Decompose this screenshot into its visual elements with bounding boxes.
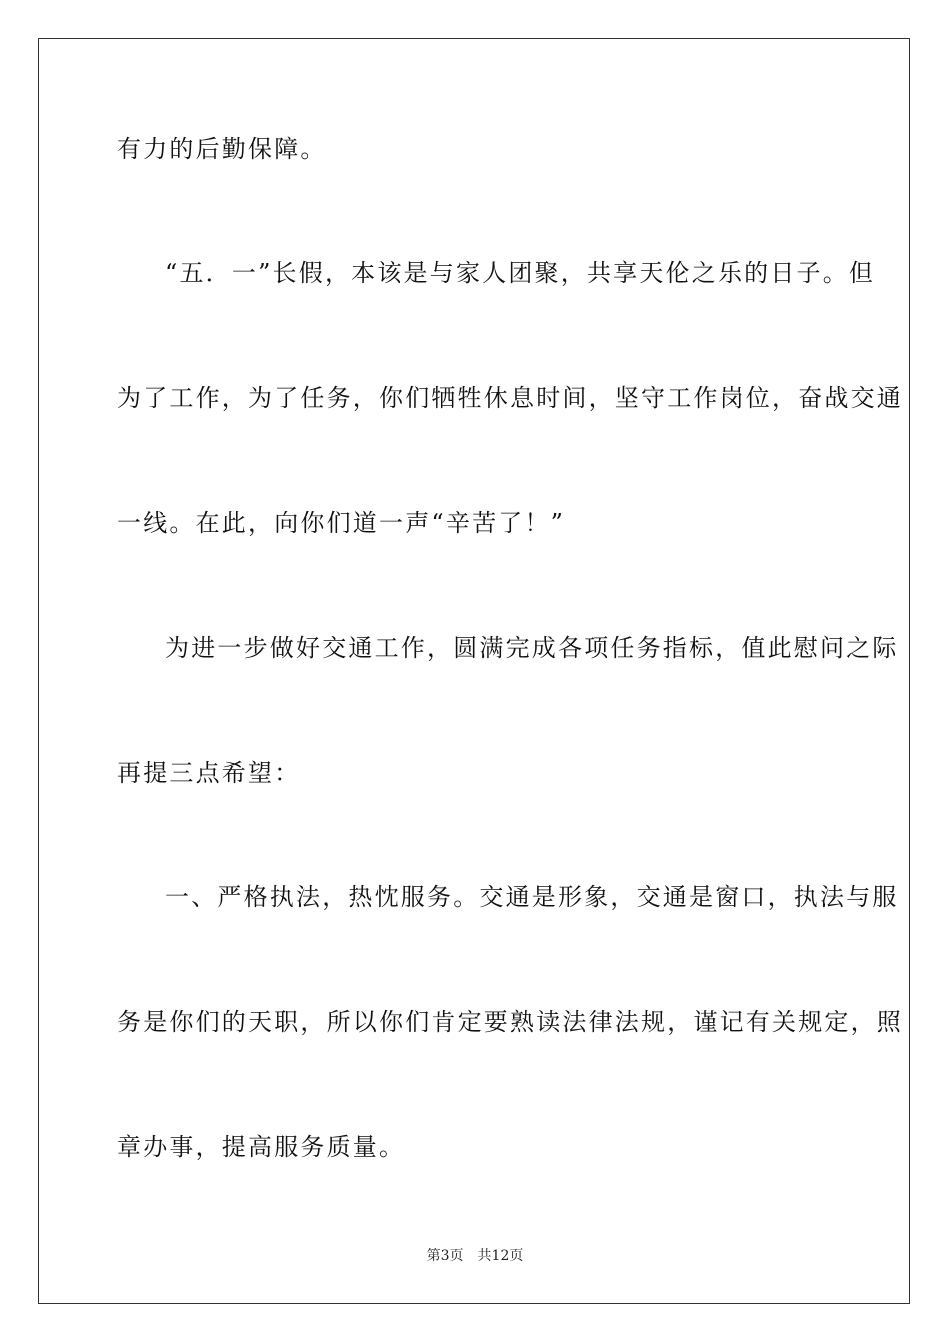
text-line-2: “五．一”长假，本该是与家人团聚，共享天伦之乐的日子。但 [165, 259, 876, 287]
page-total: 共12页 [477, 1248, 524, 1264]
text-line-6: 再提三点希望： [117, 759, 301, 787]
page-footer [0, 1246, 950, 1266]
text-line-9: 章办事，提高服务质量。 [117, 1133, 406, 1161]
text-line-1: 有力的后勤保障。 [117, 135, 327, 163]
text-line-8: 务是你们的天职，所以你们肯定要熟读法律法规，谨记有关规定，照 [117, 1008, 903, 1036]
page-border [38, 38, 910, 1304]
text-line-3: 为了工作，为了任务，你们牺牲休息时间，坚守工作岗位，奋战交通 [117, 384, 903, 412]
text-line-7: 一、严格执法，热忱服务。交通是形象，交通是窗口，执法与服 [165, 883, 899, 911]
text-line-5: 为进一步做好交通工作，圆满完成各项任务指标，值此慰问之际 [165, 634, 899, 662]
page-number: 第3页 [426, 1248, 464, 1264]
text-line-4: 一线。在此，向你们道一声“辛苦了！” [117, 509, 566, 537]
